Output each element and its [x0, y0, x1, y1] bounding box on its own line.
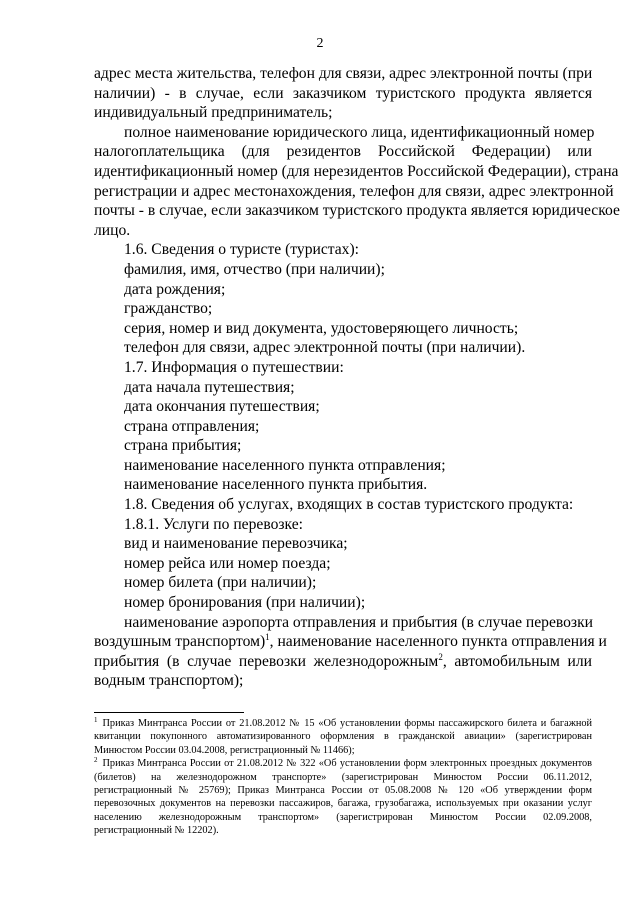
- text-line: прибытия (в случае перевозки железнодорожным$^2$, автомобильным или: [94, 651, 593, 670]
- text-line: фамилия, имя, отчество (при наличии);: [124, 260, 385, 278]
- text-line: номер рейса или номер поезда;: [124, 554, 331, 572]
- text-line: наименование аэропорта отправления и прибытия (в случае перевозки: [124, 613, 594, 631]
- text-line: полное наименование юридического лица, идентификационный номер: [124, 123, 595, 141]
- footnote-line: населению железнодорожным транспортом» (зарегистрирован Минюстом России 02.09.2008,: [94, 811, 592, 823]
- paragraph: [94, 378, 592, 398]
- footnote-line: $^1$ Приказ Минтранса России от 21.08.2012 № 15 «Об установлении формы пассажирского билета и багажной: [94, 716, 592, 729]
- paragraph: [94, 358, 592, 378]
- text-line: серия, номер и вид документа, удостоверяющего личность;: [124, 319, 519, 337]
- paragraph: [94, 495, 592, 515]
- text-line: 1.8.1. Услуги по перевозке:: [124, 515, 303, 533]
- text-line: водным транспортом);: [94, 672, 244, 690]
- paragraph: [94, 397, 592, 417]
- paragraph: [94, 64, 592, 123]
- main-text: [94, 64, 620, 691]
- text-line: 1.7. Информация о путешествии:: [124, 358, 344, 376]
- footnotes: [94, 717, 592, 838]
- text-blocks: [94, 64, 620, 613]
- text-line: регистрации и адрес местонахождения, телефон для связи, адрес электронной: [94, 182, 614, 200]
- text-line: почты - в случае, если заказчиком туристского продукта является юридическое: [94, 202, 620, 220]
- paragraph: [94, 534, 592, 554]
- paragraph: [94, 515, 592, 535]
- paragraph: [94, 573, 592, 593]
- text-line: наименование населенного пункта прибытия.: [124, 476, 428, 494]
- text-line: номер билета (при наличии);: [124, 574, 317, 592]
- text-line: вид и наименование перевозчика;: [124, 535, 348, 553]
- paragraph: [94, 319, 592, 339]
- text-line: налогоплательщика (для резидентов Российской Федерации) или: [94, 143, 592, 161]
- footnote-mark: 1: [94, 716, 98, 724]
- paragraph: [94, 436, 592, 456]
- page-number: 2: [316, 36, 324, 51]
- paragraph: [94, 123, 620, 241]
- text-line: лицо.: [94, 221, 131, 239]
- footnote-ref-1: 1: [265, 632, 270, 643]
- text-line: 1.8. Сведения об услугах, входящих в состав туристского продукта:: [124, 496, 574, 514]
- paragraph: [94, 417, 592, 437]
- footnote-separator: [94, 712, 244, 713]
- text-line: дата окончания путешествия;: [124, 398, 320, 416]
- footnote-ref-2: 2: [438, 651, 443, 662]
- footnote-2: [94, 757, 592, 837]
- paragraph: [94, 593, 592, 613]
- footnote-line: регистрационный № 25769); Приказ Минтранса России от 05.08.2008 № 120 «Об утверждении форм: [94, 785, 592, 797]
- footnote-mark: 2: [94, 756, 98, 765]
- text-line: идентификационный номер (для нерезидентов Российской Федерации), страна: [94, 162, 619, 180]
- footnote-line: (билетов) на железнодорожном транспорте» (зарегистрирован Минюстом России 06.11.2012,: [94, 771, 592, 783]
- text-line: номер бронирования (при наличии);: [124, 594, 366, 612]
- paragraph: [94, 240, 592, 260]
- text-line: наличии) - в случае, если заказчиком туристского продукта является: [94, 84, 592, 102]
- paragraph: [94, 456, 592, 476]
- footnote-line: перевозочных документов на перевозки пассажиров, багажа, грузобагажа, используемых при оказании услуг: [94, 798, 592, 810]
- text-line: адрес места жительства, телефон для связи, адрес электронной почты (при: [94, 65, 593, 82]
- text-line: индивидуальный предприниматель;: [94, 104, 333, 122]
- text-line: наименование населенного пункта отправления;: [124, 456, 446, 474]
- text-line: дата начала путешествия;: [124, 378, 295, 396]
- footnote-1: [94, 717, 592, 757]
- text-line: страна прибытия;: [124, 437, 242, 455]
- footnote-line: $^2$ Приказ Минтранса России от 21.08.2012 № 322 «Об установлении форм электронных проездных документов: [94, 756, 592, 770]
- paragraph: [94, 299, 592, 319]
- paragraph: [94, 280, 592, 300]
- footnote-line: Минюстом России 03.04.2008, регистрационный № 11466);: [94, 744, 355, 756]
- text-line: страна отправления;: [124, 417, 260, 435]
- text-line: 1.6. Сведения о туристе (туристах):: [124, 241, 360, 259]
- paragraph: [94, 475, 592, 495]
- text-line: дата рождения;: [124, 280, 226, 298]
- footnote-line: квитанции покупонного автоматизированного оформления в гражданской авиации» (зарегистрирован: [94, 731, 592, 743]
- paragraph: [94, 554, 592, 574]
- footnote-line: регистрационный № 12202).: [94, 825, 219, 837]
- paragraph: [94, 338, 592, 358]
- text-line: телефон для связи, адрес электронной почты (при наличии).: [124, 339, 526, 357]
- text-line: воздушным транспортом)$^1$, наименование населенного пункта отправления и: [94, 632, 607, 651]
- text-line: гражданство;: [124, 300, 213, 318]
- paragraph-airports: [94, 613, 607, 691]
- paragraph: [94, 260, 592, 280]
